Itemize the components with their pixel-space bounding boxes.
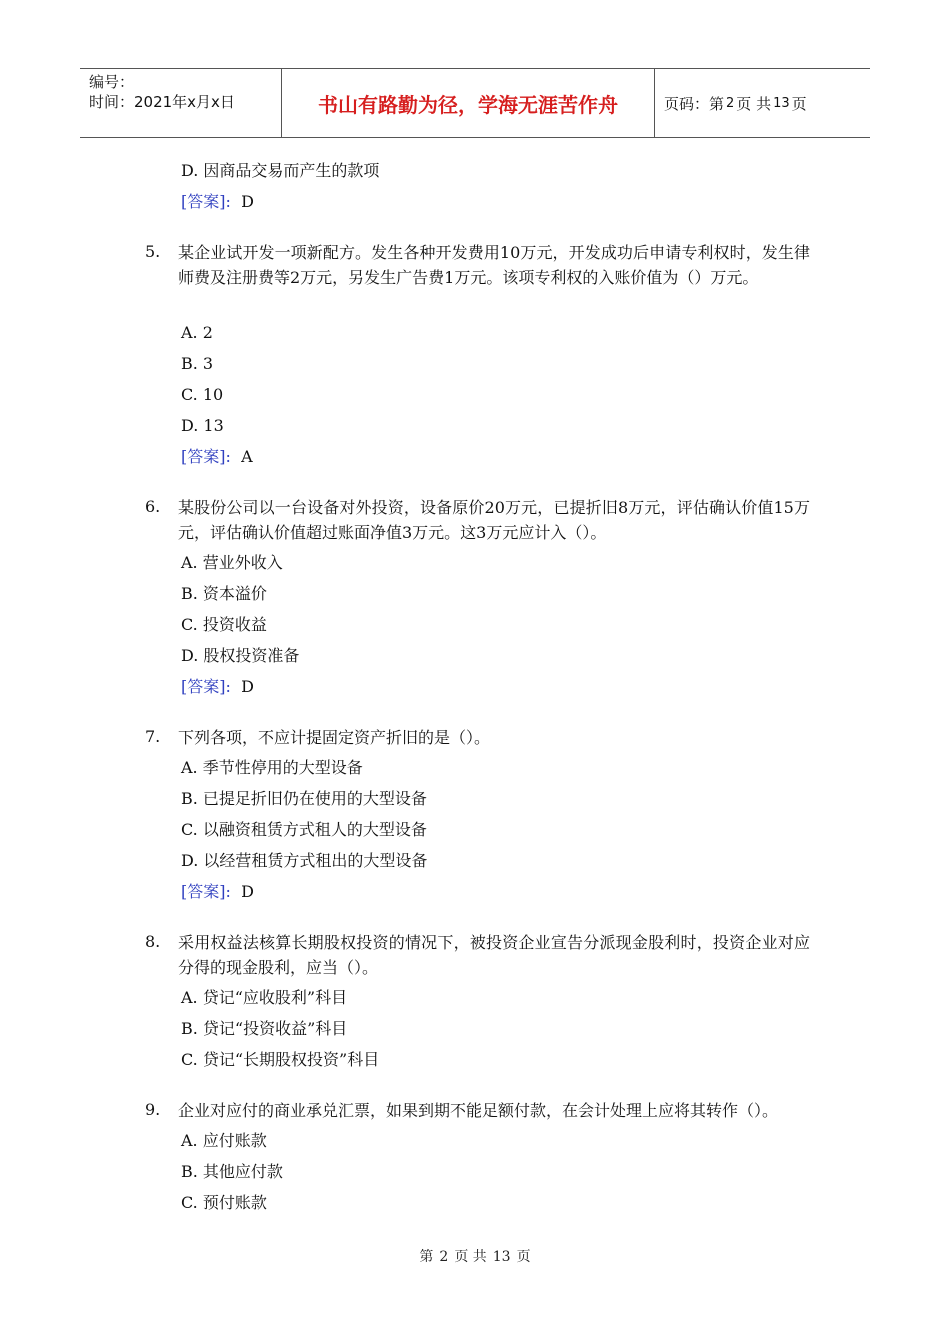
question-9-option-c: C. 预付账款 <box>181 1193 267 1212</box>
header-page-number <box>655 69 870 137</box>
question-5-option-c: C. 10 <box>181 385 224 404</box>
question-6-option-b: B. 资本溢价 <box>181 584 267 603</box>
answer-value: A <box>241 447 253 466</box>
footer-prefix: 第 <box>419 1249 434 1265</box>
page-mid: 页 共 <box>736 94 772 113</box>
question-7-number: 7. <box>145 727 161 746</box>
question-8-option-a: A. 贷记“应收股利”科目 <box>181 988 348 1007</box>
question-6-option-c: C. 投资收益 <box>181 615 267 634</box>
question-5-option-d: D. 13 <box>181 416 224 435</box>
question-9-number: 9. <box>145 1100 161 1119</box>
question-6-text: 某股份公司以一台设备对外投资，设备原价20万元，已提折旧8万元，评估确认价值15万元，评估确认价值超过账面净值3万元。这3万元应计入（）。 <box>178 498 810 542</box>
answer-label: [答案]: <box>181 192 231 211</box>
question-5-option-a: A. 2 <box>181 323 213 342</box>
question-5-option-b: B. 3 <box>181 354 214 373</box>
header-meta <box>80 69 282 137</box>
answer-value: D <box>241 192 254 211</box>
question-6-answer <box>181 677 254 697</box>
answer-label: [答案]: <box>181 677 231 696</box>
footer-mid: 页 共 <box>454 1249 487 1265</box>
question-7-option-a: A. 季节性停用的大型设备 <box>181 758 363 777</box>
question-7-option-c: C. 以融资租赁方式租人的大型设备 <box>181 820 427 839</box>
question-9-option-a: A. 应付账款 <box>181 1131 267 1150</box>
answer-label: [答案]: <box>181 447 231 466</box>
serial-label: 编号： <box>89 73 135 91</box>
question-5-text: 某企业试开发一项新配方。发生各种开发费用10万元，开发成功后申请专利权时，发生律师费及注册费等2万元，另发生广告费1万元。该项专利权的入账价值为（）万元。 <box>178 243 810 287</box>
page-header <box>80 68 870 138</box>
question-6-option-d: D. 股权投资准备 <box>181 646 300 665</box>
question-8-option-c: C. 贷记“长期股权投资”科目 <box>181 1050 380 1069</box>
answer-value: D <box>241 677 254 696</box>
question-8-option-b: B. 贷记“投资收益”科目 <box>181 1019 348 1038</box>
header-motto: 书山有路勤为径，学海无涯苦作舟 <box>282 69 655 137</box>
footer-total: 13 <box>492 1249 511 1265</box>
prev-answer <box>181 192 254 212</box>
question-7-text: 下列各项，不应计提固定资产折旧的是（）。 <box>178 728 491 747</box>
question-8-number: 8. <box>145 932 161 951</box>
page-suffix: 页 <box>791 94 807 113</box>
footer-current: 2 <box>439 1249 449 1265</box>
question-7-option-d: D. 以经营租赁方式租出的大型设备 <box>181 851 428 870</box>
page-prefix: 页码：第 <box>664 94 725 113</box>
page-footer <box>0 1246 950 1266</box>
question-6-option-a: A. 营业外收入 <box>181 553 283 572</box>
footer-suffix: 页 <box>516 1249 531 1265</box>
question-7-option-b: B. 已提足折旧仍在使用的大型设备 <box>181 789 427 808</box>
answer-label: [答案]: <box>181 882 231 901</box>
page-total: 13 <box>773 95 790 111</box>
question-6-number: 6. <box>145 497 161 516</box>
question-8-text: 采用权益法核算长期股权投资的情况下，被投资企业宣告分派现金股利时，投资企业对应分得的现金股利，应当（）。 <box>178 933 810 977</box>
question-5-answer <box>181 447 253 467</box>
time-label: 时间：2021年x月x日 <box>89 93 235 111</box>
question-7-answer <box>181 882 254 902</box>
page-current: 2 <box>726 95 735 111</box>
question-9-text: 企业对应付的商业承兑汇票，如果到期不能足额付款，在会计处理上应将其转作（）。 <box>178 1101 779 1120</box>
question-5-number: 5. <box>145 242 161 261</box>
answer-value: D <box>241 882 254 901</box>
prev-option-d: D. 因商品交易而产生的款项 <box>181 161 380 180</box>
question-9-option-b: B. 其他应付款 <box>181 1162 283 1181</box>
